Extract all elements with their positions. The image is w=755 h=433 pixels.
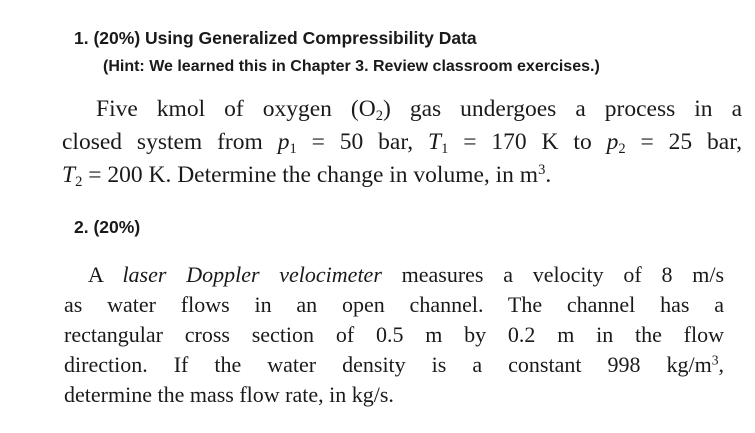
question-1-heading — [74, 28, 477, 49]
question-1-text-line-2: closed system from $p_1 = 50$ bar, $T_1 = 170$ K to $p_2 = 25$ bar, — [62, 129, 742, 158]
question-1-title: Using Generalized Compressibility Data — [145, 28, 477, 48]
question-2-text-line-4: direction. If the water density is a constant 998 $kg/m^3$, — [64, 352, 724, 377]
question-2-text-line-2: as water flows in an open channel. The channel has a — [64, 292, 724, 317]
question-2-heading — [74, 217, 140, 238]
question-2-text-line-1: A laser Doppler velocimeter measures a velocity of 8 m/s — [88, 262, 724, 287]
question-2-weight: (20%) — [93, 217, 141, 237]
question-2-text-line-3: rectangular cross section of 0.5 m by 0.2 m in the flow — [64, 322, 724, 347]
question-1-weight: (20%) — [93, 28, 141, 48]
question-2-text-line-5: determine the mass flow rate, in kg/s. — [64, 382, 394, 407]
question-1-text-line-1: Five kmol of oxygen $(O_2)$ gas undergoes a process in a — [96, 96, 742, 125]
question-1-number: 1. — [74, 28, 89, 48]
question-1-text-line-3: $T_2 = 200$ K. Determine the change in volume, in $m^3$. — [62, 162, 552, 191]
question-2-number: 2. — [74, 217, 89, 237]
question-1-hint: (Hint: We learned this in Chapter 3. Review classroom exercises.) — [103, 58, 600, 75]
